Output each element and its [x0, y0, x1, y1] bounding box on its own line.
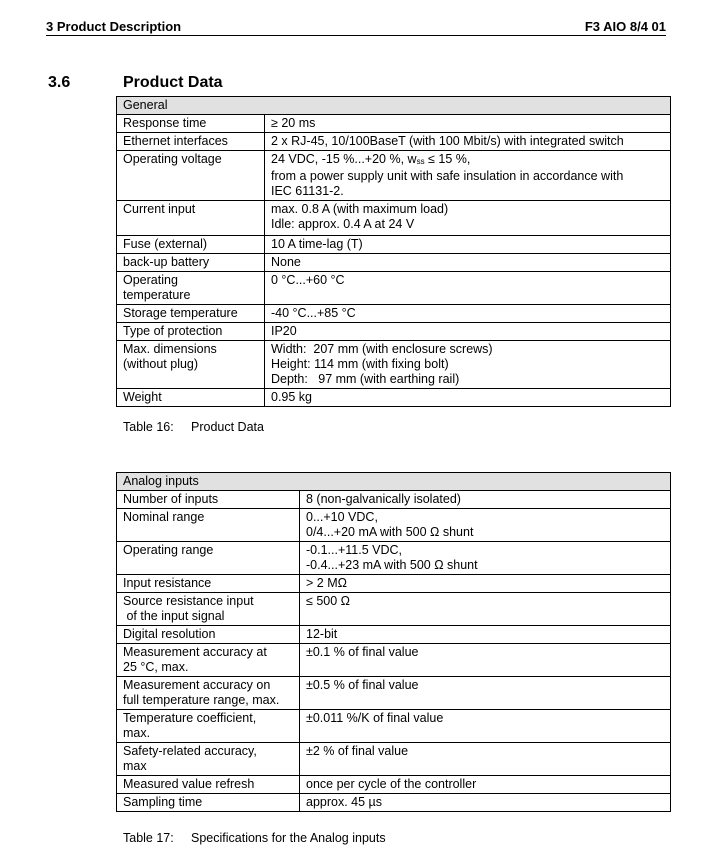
table-row	[117, 593, 671, 626]
label-line: Temperature coefficient,	[123, 711, 257, 725]
row-label: Storage temperature	[117, 305, 265, 323]
table-row	[117, 323, 671, 341]
row-label: Measured value refresh	[117, 776, 300, 794]
table-row	[117, 341, 671, 389]
page-header	[46, 19, 666, 36]
row-value: 2 x RJ-45, 10/100BaseT (with 100 Mbit/s) with integrated switch	[265, 133, 671, 151]
value-line: 0/4...+20 mA with 500 Ω shunt	[306, 525, 474, 539]
label-line: Max. dimensions	[123, 342, 217, 356]
value-line: Depth: 97 mm (with earthing rail)	[271, 372, 460, 386]
value-line: Height: 114 mm (with fixing bolt)	[271, 357, 449, 371]
table-row	[117, 133, 671, 151]
header-document-id: F3 AIO 8/4 01	[584, 19, 666, 34]
row-label	[117, 644, 300, 677]
row-label: Digital resolution	[117, 626, 300, 644]
label-line: 25 °C, max.	[123, 660, 189, 674]
value-subscript: ss	[416, 157, 425, 166]
label-line: full temperature range, max.	[123, 693, 280, 707]
row-label: Operating voltage	[117, 151, 265, 201]
table-row	[117, 389, 671, 407]
row-label: Number of inputs	[117, 491, 300, 509]
table-row	[117, 115, 671, 133]
header-chapter-title: 3 Product Description	[46, 19, 182, 34]
row-label: back-up battery	[117, 254, 265, 272]
label-line: temperature	[123, 288, 191, 302]
caption-text: Specifications for the Analog inputs	[191, 831, 386, 845]
table-caption	[123, 831, 386, 845]
row-value: 0.95 kg	[265, 389, 671, 407]
section-title: Product Data	[123, 74, 223, 91]
table-row	[117, 305, 671, 323]
label-line: Operating	[123, 273, 178, 287]
table-row	[117, 794, 671, 812]
table-caption	[123, 420, 264, 434]
value-line: IEC 61131-2.	[271, 184, 344, 198]
value-text: 24 VDC, -15 %...+20 %, w	[271, 152, 417, 166]
label-line: Measurement accuracy at	[123, 645, 267, 659]
table-row	[117, 776, 671, 794]
value-line: 0...+10 VDC,	[306, 510, 378, 524]
table-row	[117, 626, 671, 644]
row-value: -40 °C...+85 °C	[265, 305, 671, 323]
value-line: Width: 207 mm (with enclosure screws)	[271, 342, 493, 356]
label-line: (without plug)	[123, 357, 199, 371]
row-label	[117, 710, 300, 743]
table-row	[117, 509, 671, 542]
table-heading-row	[117, 473, 671, 491]
row-label	[117, 677, 300, 710]
row-value	[300, 542, 671, 575]
table-row	[117, 644, 671, 677]
table-row	[117, 491, 671, 509]
table-heading-row	[117, 97, 671, 115]
caption-text: Product Data	[191, 420, 264, 434]
row-value	[265, 341, 671, 389]
row-value	[265, 151, 671, 201]
row-label: Current input	[117, 201, 265, 236]
row-label	[117, 593, 300, 626]
row-label: Response time	[117, 115, 265, 133]
row-value: 12-bit	[300, 626, 671, 644]
value-line: from a power supply unit with safe insulation in accordance with	[271, 169, 624, 183]
row-label: Nominal range	[117, 509, 300, 542]
value-line: -0.1...+11.5 VDC,	[306, 543, 402, 557]
table-row	[117, 677, 671, 710]
label-line: max.	[123, 726, 151, 740]
caption-label: Table 17:	[123, 831, 174, 845]
row-value: 8 (non-galvanically isolated)	[300, 491, 671, 509]
table-row	[117, 272, 671, 305]
table-row	[117, 236, 671, 254]
row-value: 0 °C...+60 °C	[265, 272, 671, 305]
table-row	[117, 743, 671, 776]
row-label	[117, 272, 265, 305]
row-value	[265, 201, 671, 236]
value-line: max. 0.8 A (with maximum load)	[271, 202, 449, 216]
row-value: IP20	[265, 323, 671, 341]
row-value: approx. 45 µs	[300, 794, 671, 812]
row-value: once per cycle of the controller	[300, 776, 671, 794]
value-text: ≤ 15 %,	[424, 152, 471, 166]
label-line: Measurement accuracy on	[123, 678, 271, 692]
row-label: Fuse (external)	[117, 236, 265, 254]
row-value	[300, 509, 671, 542]
row-value: ≥ 20 ms	[265, 115, 671, 133]
table-row	[117, 254, 671, 272]
section-number: 3.6	[48, 74, 71, 91]
row-label: Ethernet interfaces	[117, 133, 265, 151]
row-value: None	[265, 254, 671, 272]
product-data-table	[116, 96, 671, 407]
row-value: 10 A time-lag (T)	[265, 236, 671, 254]
row-label: Input resistance	[117, 575, 300, 593]
label-line: Safety-related accuracy,	[123, 744, 257, 758]
table-heading: Analog inputs	[117, 473, 671, 491]
label-line: Source resistance input	[123, 594, 254, 608]
value-line: Idle: approx. 0.4 A at 24 V	[271, 217, 415, 231]
row-label: Weight	[117, 389, 265, 407]
table-row	[117, 710, 671, 743]
row-value: > 2 MΩ	[300, 575, 671, 593]
table-row	[117, 542, 671, 575]
row-label: Sampling time	[117, 794, 300, 812]
analog-inputs-table	[116, 472, 671, 812]
row-value: ±0.1 % of final value	[300, 644, 671, 677]
table-heading: General	[117, 97, 671, 115]
row-label	[117, 743, 300, 776]
label-line: max	[123, 759, 147, 773]
label-line: of the input signal	[123, 609, 225, 623]
row-label	[117, 341, 265, 389]
row-value: ±0.011 %/K of final value	[300, 710, 671, 743]
caption-label: Table 16:	[123, 420, 174, 434]
value-line: -0.4...+23 mA with 500 Ω shunt	[306, 558, 478, 572]
row-label: Operating range	[117, 542, 300, 575]
row-label: Type of protection	[117, 323, 265, 341]
table-row	[117, 201, 671, 236]
row-value: ±0.5 % of final value	[300, 677, 671, 710]
table-row	[117, 575, 671, 593]
row-value: ≤ 500 Ω	[300, 593, 671, 626]
table-row	[117, 151, 671, 201]
row-value: ±2 % of final value	[300, 743, 671, 776]
